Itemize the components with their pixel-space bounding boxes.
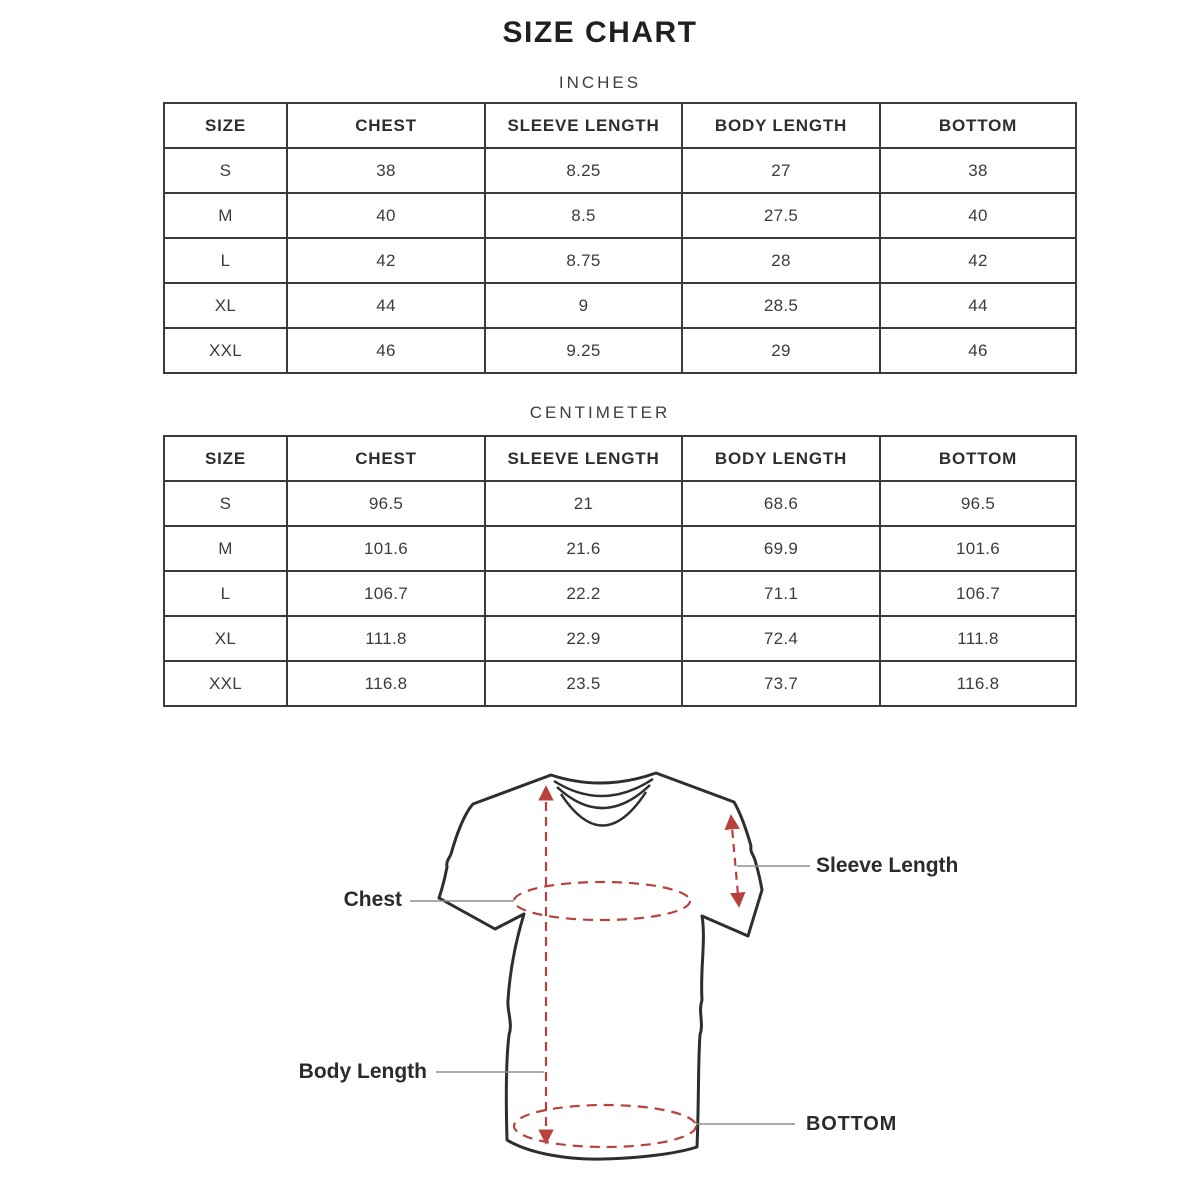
column-header: SLEEVE LENGTH xyxy=(485,436,682,481)
value-cell: 8.25 xyxy=(485,148,682,193)
value-cell: 44 xyxy=(880,283,1076,328)
value-cell: 71.1 xyxy=(682,571,880,616)
inches-unit-label: INCHES xyxy=(558,73,642,92)
centimeter-unit-label: CENTIMETER xyxy=(529,403,671,422)
table-row xyxy=(164,616,1076,661)
value-cell: 40 xyxy=(287,193,485,238)
value-cell: 28 xyxy=(682,238,880,283)
size-cell: M xyxy=(164,193,287,238)
value-cell: 21 xyxy=(485,481,682,526)
table-row xyxy=(164,526,1076,571)
size-cell: L xyxy=(164,571,287,616)
value-cell: 27 xyxy=(682,148,880,193)
column-header: BOTTOM xyxy=(880,436,1076,481)
value-cell: 46 xyxy=(287,328,485,373)
size-cell: XXL xyxy=(164,661,287,706)
table-row xyxy=(164,148,1076,193)
value-cell: 101.6 xyxy=(880,526,1076,571)
column-header: SIZE xyxy=(164,103,287,148)
value-cell: 46 xyxy=(880,328,1076,373)
value-cell: 28.5 xyxy=(682,283,880,328)
chest-label: Chest xyxy=(343,888,402,911)
column-header: CHEST xyxy=(287,103,485,148)
value-cell: 68.6 xyxy=(682,481,880,526)
value-cell: 9 xyxy=(485,283,682,328)
centimeter-size-table xyxy=(163,435,1077,707)
table-row xyxy=(164,481,1076,526)
value-cell: 116.8 xyxy=(880,661,1076,706)
value-cell: 42 xyxy=(880,238,1076,283)
table-row xyxy=(164,571,1076,616)
body-length-label: Body Length xyxy=(298,1060,427,1083)
inches-size-table xyxy=(163,102,1077,374)
value-cell: 106.7 xyxy=(287,571,485,616)
value-cell: 111.8 xyxy=(880,616,1076,661)
bottom-label: BOTTOM xyxy=(806,1113,898,1135)
column-header: BODY LENGTH xyxy=(682,436,880,481)
size-cell: L xyxy=(164,238,287,283)
column-header: SIZE xyxy=(164,436,287,481)
value-cell: 38 xyxy=(287,148,485,193)
value-cell: 22.9 xyxy=(485,616,682,661)
size-cell: S xyxy=(164,148,287,193)
value-cell: 44 xyxy=(287,283,485,328)
value-cell: 96.5 xyxy=(287,481,485,526)
column-header: SLEEVE LENGTH xyxy=(485,103,682,148)
table-row xyxy=(164,283,1076,328)
table-row xyxy=(164,238,1076,283)
value-cell: 38 xyxy=(880,148,1076,193)
value-cell: 40 xyxy=(880,193,1076,238)
sleeve-length-label: Sleeve Length xyxy=(816,854,959,877)
header-row xyxy=(164,436,1076,481)
tshirt-outline-icon xyxy=(439,773,762,1159)
value-cell: 111.8 xyxy=(287,616,485,661)
size-cell: S xyxy=(164,481,287,526)
column-header: BOTTOM xyxy=(880,103,1076,148)
value-cell: 8.75 xyxy=(485,238,682,283)
table-row xyxy=(164,661,1076,706)
header-row xyxy=(164,103,1076,148)
table-row xyxy=(164,193,1076,238)
page-title: SIZE CHART xyxy=(502,16,698,49)
value-cell: 69.9 xyxy=(682,526,880,571)
size-cell: XL xyxy=(164,283,287,328)
value-cell: 8.5 xyxy=(485,193,682,238)
value-cell: 29 xyxy=(682,328,880,373)
value-cell: 106.7 xyxy=(880,571,1076,616)
column-header: BODY LENGTH xyxy=(682,103,880,148)
value-cell: 22.2 xyxy=(485,571,682,616)
size-cell: XXL xyxy=(164,328,287,373)
table-row xyxy=(164,328,1076,373)
value-cell: 27.5 xyxy=(682,193,880,238)
size-cell: XL xyxy=(164,616,287,661)
size-cell: M xyxy=(164,526,287,571)
column-header: CHEST xyxy=(287,436,485,481)
value-cell: 9.25 xyxy=(485,328,682,373)
value-cell: 42 xyxy=(287,238,485,283)
value-cell: 72.4 xyxy=(682,616,880,661)
value-cell: 101.6 xyxy=(287,526,485,571)
value-cell: 73.7 xyxy=(682,661,880,706)
value-cell: 21.6 xyxy=(485,526,682,571)
value-cell: 116.8 xyxy=(287,661,485,706)
value-cell: 96.5 xyxy=(880,481,1076,526)
value-cell: 23.5 xyxy=(485,661,682,706)
